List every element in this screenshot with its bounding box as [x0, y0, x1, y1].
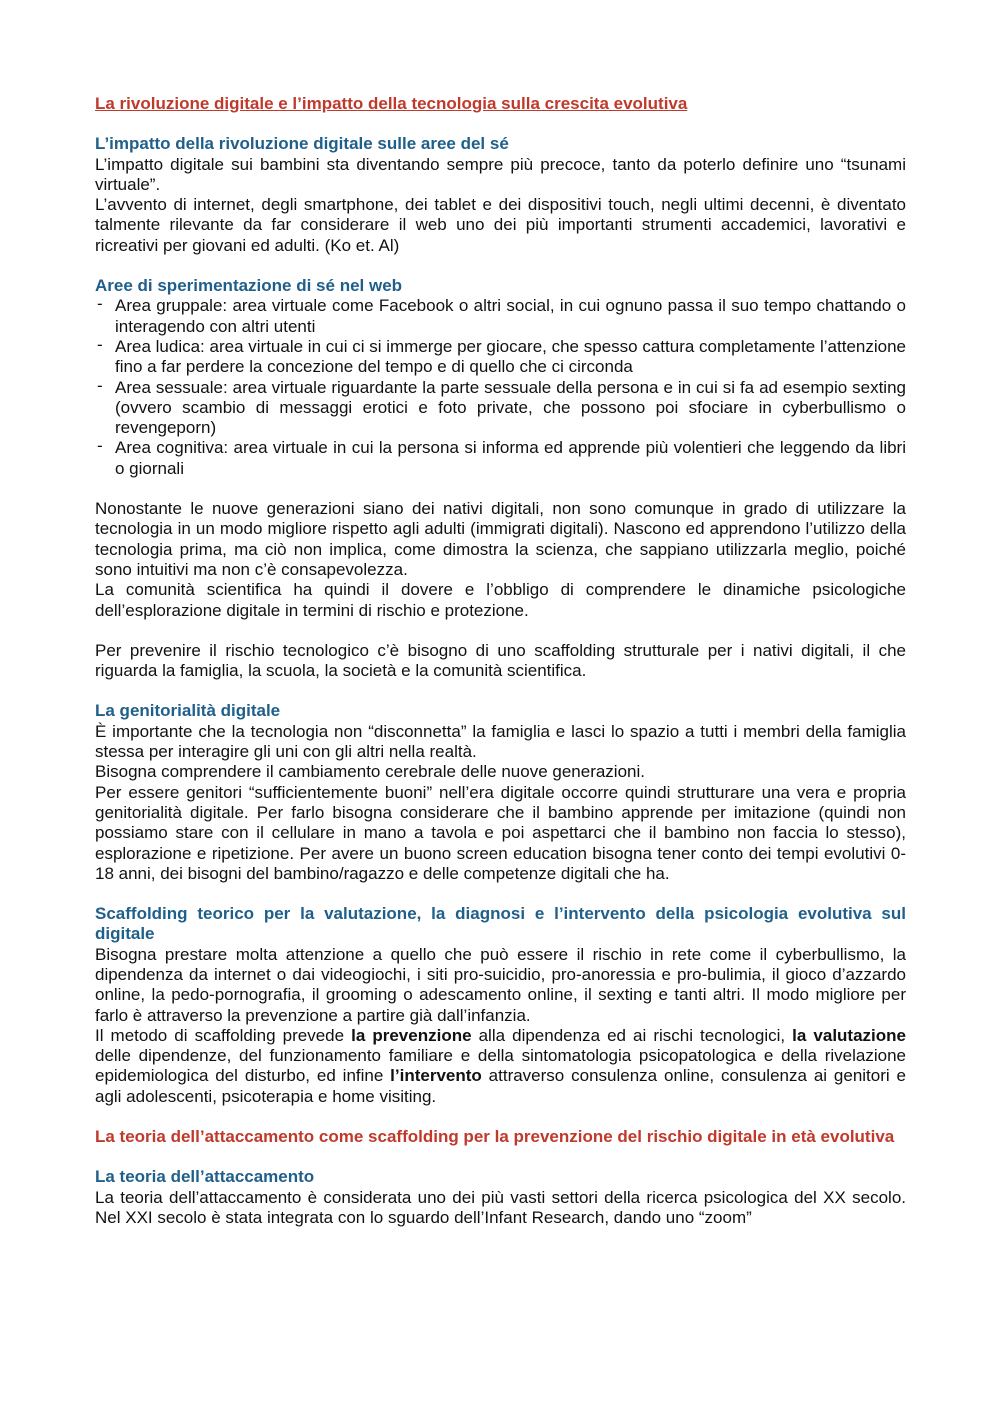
list-item: - Area ludica: area virtuale in cui ci si immerge per giocare, che spesso cattura completamente l’attenzione fino a far perdere la concezione del tempo e di quello che ci circonda: [95, 337, 906, 378]
paragraph: Per essere genitori “sufficientemente buoni” nell’era digitale occorre quindi strutturare una vera e propria genitorialità digitale. Per farlo bisogna considerare che il bambino apprende per imitazione (quindi non possiamo stare con il cellulare in mano a tavola e poi aspettarci che il bambino non faccia lo stesso), esplorazione e ripetizione. Per avere un buono screen education bisogna tener conto dei tempi evolutivi 0-18 anni, dei bisogni del bambino/ragazzo e delle competenze digitali che ha.: [95, 782, 906, 883]
paragraph: È importante che la tecnologia non “disconnetta” la famiglia e lasci lo spazio a tutti i membri della famiglia stessa per interagire gli uni con gli altri nella realtà.: [95, 721, 906, 762]
paragraph: Bisogna comprendere il cambiamento cerebrale delle nuove generazioni.: [95, 762, 645, 782]
section-heading: L’impatto della rivoluzione digitale sulle aree del sé: [95, 134, 509, 154]
chapter-title: La teoria dell’attaccamento come scaffolding per la prevenzione del rischio digitale in età evolutiva: [95, 1127, 895, 1147]
bold-term: la prevenzione: [351, 1025, 472, 1045]
section-heading: La genitorialità digitale: [95, 701, 281, 721]
text-run: alla dipendenza ed ai rischi tecnologici,: [471, 1025, 793, 1045]
document-page: [95, 94, 906, 1228]
paragraph: La teoria dell’attaccamento è considerata uno dei più vasti settori della ricerca psicologica del XX secolo. Nel XXI secolo è stata integrata con lo sguardo dell’Infant Research, dando uno “zoom”: [95, 1187, 906, 1227]
section-aree: [95, 276, 906, 681]
section-heading: Scaffolding teorico per la valutazione, la diagnosi e l’intervento della psicologia evolutiva sul digitale: [95, 904, 906, 944]
section-scaffolding: [95, 904, 906, 1107]
section-heading: La teoria dell’attaccamento: [95, 1167, 315, 1187]
list-item: - Area sessuale: area virtuale riguardante la parte sessuale della persona e in cui si fa ad esempio sexting (ovvero scambio di messaggi erotici e foto private, che possono poi sfociare in cyberbullismo o revengeporn): [95, 378, 906, 439]
paragraph: La comunità scientifica ha quindi il dovere e l’obbligo di comprendere le dinamiche psicologiche dell’esplorazione digitale in termini di rischio e protezione.: [95, 580, 906, 620]
section-attaccamento: [95, 1167, 906, 1228]
section-heading: Aree di sperimentazione di sé nel web: [95, 276, 403, 296]
paragraph: Nonostante le nuove generazioni siano dei nativi digitali, non sono comunque in grado di utilizzare la tecnologia in un modo migliore rispetto agli adulti (immigrati digitali). Nascono ed apprendono l’utilizzo della tecnologia prima, ma ciò non implica, come dimostra la scienza, che sappiano utilizzarla meglio, poiché sono intuitivi ma non c’è consapevolezza.: [95, 499, 906, 579]
list-item: - Area gruppale: area virtuale come Facebook o altri social, in cui ognuno passa il suo tempo chattando o interagendo con altri utenti: [95, 296, 906, 337]
paragraph: L’impatto digitale sui bambini sta diventando sempre più precoce, tanto da poterlo definire uno “tsunami virtuale”.: [95, 154, 906, 194]
areas-list: [95, 296, 906, 479]
list-item: - Area cognitiva: area virtuale in cui la persona si informa ed apprende più volentieri che leggendo da libri o giornali: [95, 438, 906, 479]
text-run: Il metodo di scaffolding prevede: [95, 1025, 352, 1045]
text-run: attraverso consulenza online, consulenza ai genitori e agli adolescenti, psicoterapia e home visiting.: [95, 1066, 906, 1106]
text-run: delle dipendenze, del funzionamento familiare e della sintomatologia psicopatologica e della rivelazione epidemiologica del disturbo, ed infine: [95, 1046, 906, 1086]
section-genitorialita: [95, 701, 906, 884]
document-title: La rivoluzione digitale e l’impatto della tecnologia sulla crescita evolutiva: [95, 94, 688, 113]
paragraph-scaffolding-method: [95, 1026, 906, 1107]
paragraph: Bisogna prestare molta attenzione a quello che può essere il rischio in rete come il cyberbullismo, la dipendenza da internet o dai videogiochi, i siti pro-suicidio, pro-anoressia e pro-bulimia, il gioco d’azzardo online, la pedo-pornografia, il grooming o adescamento online, il sexting e tanti altri. Il modo migliore per farlo è attraverso la prevenzione a partire già dall’infanzia.: [95, 944, 906, 1025]
paragraph: L’avvento di internet, degli smartphone, dei tablet e dei dispositivi touch, negli ultimi decenni, è diventato talmente rilevante da far considerare il web uno dei più importanti strumenti accademici, lavorativi e ricreativi per giovani ed adulti. (Ko et. Al): [95, 195, 906, 255]
bold-term: la valutazione: [792, 1025, 906, 1045]
section-impatto: [95, 134, 906, 256]
paragraph: Per prevenire il rischio tecnologico c’è bisogno di uno scaffolding strutturale per i nativi digitali, il che riguarda la famiglia, la scuola, la società e la comunità scientifica.: [95, 640, 906, 681]
bold-term: l’intervento: [390, 1066, 482, 1086]
